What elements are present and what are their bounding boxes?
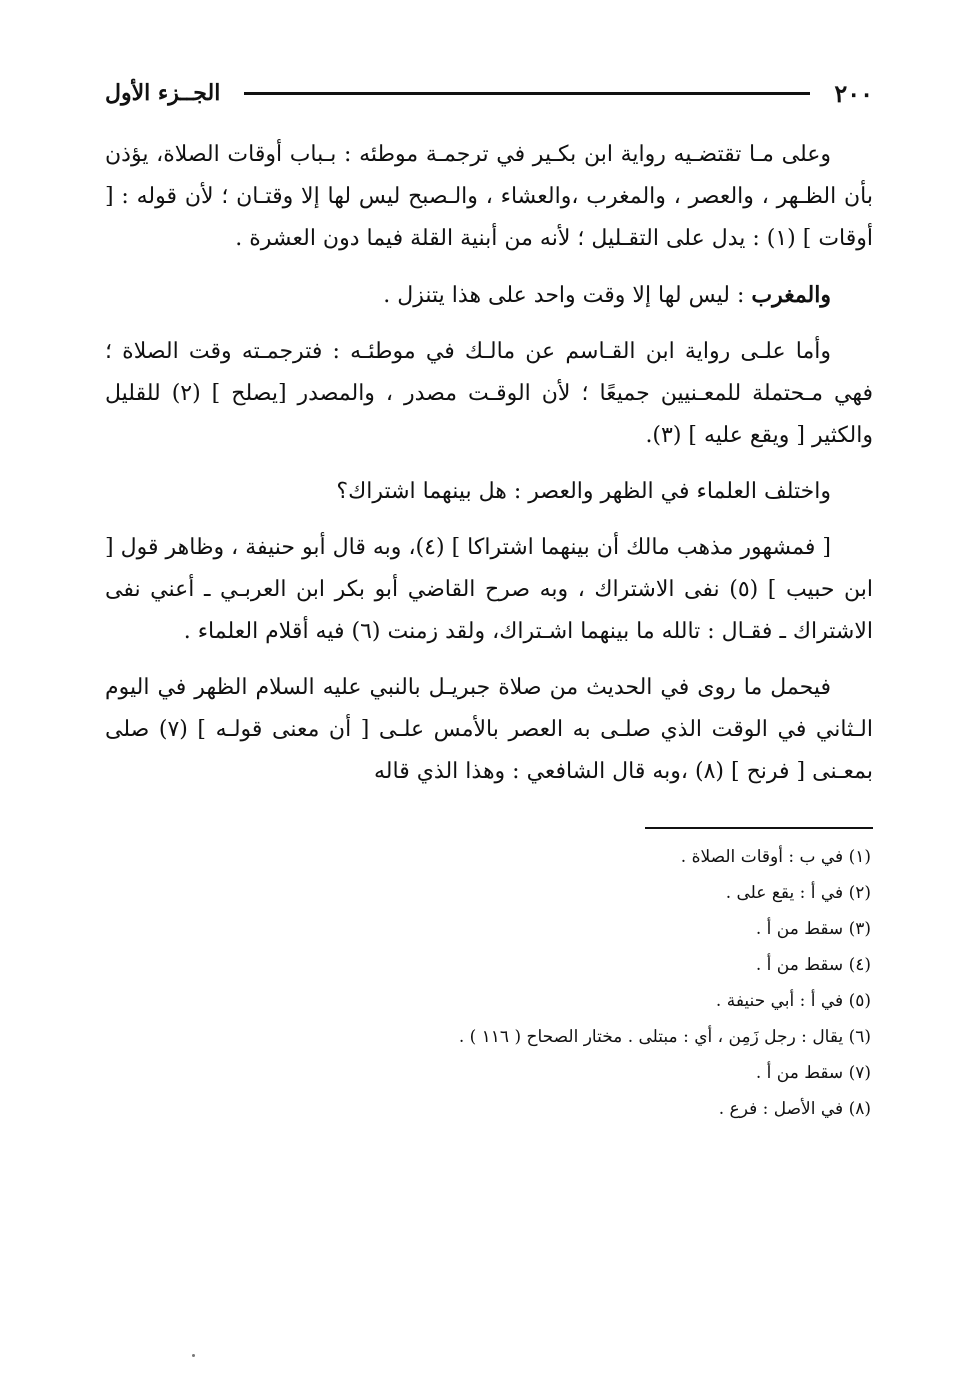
footnote: (٤) سقط من أ . (755, 955, 871, 975)
main-text (105, 134, 873, 793)
book-page (105, 70, 873, 1127)
scan-speck (192, 1354, 195, 1357)
footnote: (٣) سقط من أ . (755, 919, 871, 939)
paragraph-text: : ليس لها إلا وقت واحد على هذا يتنزل . (383, 283, 752, 308)
footnote: (٦) يقال : رجل زَمِن ، أي : مبتلى . مختار الصحاح ( ١١٦ ) . (458, 1027, 871, 1047)
paragraph (105, 471, 873, 513)
paragraph-text: [ فمشهور مذهب مالك أن بينهما اشتراكا ] (٤)، وبه قال أبو حنيفة ، وظاهر قول [ ابن حبيب ] (٥) نفى الاشتراك ، وبه صرح القاضي أبو بكر ابن العربـي ـ أعني نفى الاشتراك ـ فقـال : تالله ما بينهما اشـتراك، ولقد زمنت (٦) فيه أقلام العلماء . (105, 535, 873, 644)
footnotes-list (105, 839, 873, 1127)
footnote: (٢) في أ : يقع على . (725, 883, 871, 903)
running-header (105, 70, 873, 116)
footnote: (٨) في الأصل : فرع . (718, 1099, 871, 1119)
volume-label: الجــزء الأول (105, 80, 221, 106)
paragraph-text: وعلى مـا تقتضـيه رواية ابن بكـير في ترجمـة موطئه : بـباب أوقات الصلاة، يؤذن بأن الظـهر ، والعصر ، والمغرب ،والعشاء ، والـصبح ليس لها إلا وقتـان ؛ لأن قوله : [ أوقات ] (١) : يدل على التقـليل ؛ لأنه من أبنية القلة فيما دون العشرة . (105, 142, 873, 251)
paragraph-text: وأما علـى رواية ابن القـاسم عن مالـك في موطئـه : فترجمـته وقت الصلاة ؛ فهي مـحتملة للمعـنيين جميعًا ؛ لأن الوقـت مصدر ، والمصدر [يصلح ] (٢) للقليل والكثير [ ويقع عليه ] (٣). (105, 339, 873, 448)
paragraph-text: فيحمل ما روى في الحديث من صلاة جبريـل بالنبي عليه السلام الظهر في اليوم الـثاني في الوقت الذي صلـى به العصر بالأمس علـى [ أن معنى قولـه ] (٧) صلى بمعـنى [ فرنح ] (٨) ،وبه قال الشافعي : وهذا الذي قاله (105, 675, 873, 784)
paragraph (105, 331, 873, 457)
paragraph (105, 134, 873, 260)
header-rule (244, 92, 810, 95)
paragraph (105, 667, 873, 793)
footnote: (٥) في أ : أبي حنيفة . (715, 991, 871, 1011)
footnote: (١) في ب : أوقات الصلاة . (680, 847, 871, 867)
footnote: (٧) سقط من أ . (755, 1063, 871, 1083)
paragraph-text: واختلف العلماء في الظهر والعصر : هل بينهما اشتراك؟ (336, 479, 831, 504)
page-number: ٢٠٠ (834, 78, 873, 108)
paragraph (105, 274, 873, 317)
footnote-separator (645, 827, 873, 829)
paragraph (105, 527, 873, 653)
paragraph-lead-term: والمغرب (751, 282, 831, 308)
